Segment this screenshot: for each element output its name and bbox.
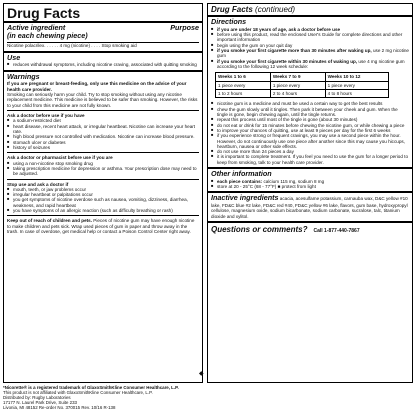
schedule-cell: Weeks 10 to 12 xyxy=(325,73,388,81)
stop-use-heading: Stop use and ask a doctor if xyxy=(7,181,69,187)
purpose-heading: Purpose xyxy=(170,23,199,32)
continued-label: (continued) xyxy=(255,5,296,14)
ask-doctor-item: ■ a sodium-restricted diet xyxy=(7,118,199,123)
ask-doctor-item: ■ history of seizures xyxy=(7,145,199,150)
use-section xyxy=(4,53,202,70)
footer-line: Livonia, MI 48152 Re-order No. 370015 Rev. 10/16 R-138 xyxy=(3,405,116,411)
inactive-ingredients-text: acacia, acesulfame potassium, carnauba wax, D&C yellow #10 lake, FD&C blue #2 lake, FD&C red #40, FD&C yellow #6 lake, flavors, gum base, hydroxypropyl cellulose, magnesium oxide, sodium bicarbonate, sodium carbonate, sucralose, talc, titanium dioxide and xylitol. xyxy=(211,196,408,219)
schedule-row xyxy=(216,89,389,97)
keep-out-of-reach-bold: Keep out of reach of children and pets. xyxy=(7,218,92,224)
other-information-item: ■ each piece contains: calcium 115 mg, sodium 8 mg xyxy=(211,179,409,184)
inactive-ingredients-heading: Inactive ingredients xyxy=(211,193,279,203)
schedule-cell: 2 to 4 hours xyxy=(270,89,325,97)
direction-item: ■ if you smoke your first cigarette more than 30 minutes after waking up, use 2 mg nicotine gum xyxy=(211,48,409,59)
schedule-cell: 1 to 2 hours xyxy=(216,89,271,97)
schedule-cell: 1 piece every xyxy=(216,81,271,89)
ask-doctor-item: ■ high blood pressure not controlled with medication. Nicotine can increase blood pressure. xyxy=(7,134,199,139)
drug-facts-continued-title: Drug Facts (continued) xyxy=(211,5,296,14)
schedule-header-row xyxy=(216,73,389,81)
direction-item: ■ repeat this process until most of the tingle is gone (about 30 minutes) xyxy=(211,117,409,122)
questions-label: Questions or comments? xyxy=(211,224,308,234)
footer-line: 17177 N. Laurel Park Drive, Suite 233 xyxy=(3,400,77,406)
footer-lines xyxy=(3,390,253,410)
direction-item: ■ if you are under 18 years of age, ask a doctor before use xyxy=(211,27,409,32)
other-information-list xyxy=(211,179,409,190)
active-ingredient-line: Nicotine polacrilex. . . . . . 4 mg (nicotine) . . . . Stop smoking aid xyxy=(7,43,137,49)
drug-facts-title: Drug Facts xyxy=(7,5,81,21)
drug-facts-label xyxy=(3,3,413,413)
use-list xyxy=(7,62,199,67)
active-ingredient-heading: Active ingredient xyxy=(7,23,66,32)
warnings-heading: Warnings xyxy=(7,71,40,81)
footer-line: This product is not affiliated with GlaxoSmithKline Consumer Healthcare, L.P. xyxy=(3,390,153,396)
active-ingredient-section xyxy=(4,23,202,51)
diamond-marker-icon: ◆ xyxy=(199,371,204,377)
ask-pharmacist-heading: Ask a doctor or pharmacist before use if you are xyxy=(7,155,113,161)
questions-line xyxy=(208,223,412,237)
directions-list-continued xyxy=(211,101,409,165)
dosage-schedule-table xyxy=(215,72,389,98)
inactive-ingredients-section xyxy=(208,193,412,221)
ask-pharmacist-item: ■ taking prescription medicine for depression or asthma. Your prescription dose may need to be adjusted. xyxy=(7,166,199,177)
direction-item: ■ if you experience strong or frequent cravings, you may use a second piece within the hour. However, do not continuously use one piece after another since this may cause you hiccups, heartburn, nausea or other side effects. xyxy=(211,133,409,149)
warnings-section xyxy=(4,72,202,237)
pregnancy-warning-text: Smoking can seriously harm your child. Try to stop smoking without using any nicotine replacement medicine. This medicine is believed to be safer than smoking. However, the risks to your child from this medicine are not fully known. xyxy=(7,91,198,108)
stop-use-item: ■ irregular heartbeat or palpitations occur xyxy=(7,192,199,197)
ask-pharmacist-item: ■ using a non-nicotine stop smoking drug xyxy=(7,161,199,166)
label-footer xyxy=(3,385,253,410)
ask-doctor-heading: Ask a doctor before use if you have xyxy=(7,112,85,118)
trademark-notice: *Nicorette® is a registered trademark of GlaxoSmithKline Consumer Healthcare, L.P. xyxy=(3,385,179,390)
direction-item: ■ before using this product, read the enclosed User's Guide for complete directions and other important information xyxy=(211,32,409,43)
schedule-cell: 1 piece every xyxy=(270,81,325,89)
footer-line: Distributed by: Rugby Laboratories xyxy=(3,395,71,401)
directions-section xyxy=(208,17,412,167)
directions-heading: Directions xyxy=(211,17,247,26)
other-information-heading: Other information xyxy=(211,169,272,179)
ask-pharmacist-list xyxy=(7,161,199,177)
directions-list xyxy=(211,27,409,70)
stop-use-list xyxy=(7,187,199,214)
drug-facts-right-panel xyxy=(207,3,413,383)
stop-use-item: ■ mouth, teeth, or jaw problems occur xyxy=(7,187,199,192)
schedule-row xyxy=(216,81,389,89)
ask-doctor-list xyxy=(7,118,199,150)
schedule-cell: 1 piece every xyxy=(325,81,388,89)
pregnancy-warning-bold: If you are pregnant or breast-feeding, only use this medicine on the advice of your health care provider. xyxy=(7,81,187,92)
direction-item: ■ to improve your chances of quitting, use at least 9 pieces per day for the first 6 weeks xyxy=(211,128,409,133)
stop-use-item: ■ you get symptoms of nicotine overdose such as nausea, vomiting, dizziness, diarrhea, weakness, and rapid heartbeat xyxy=(7,197,199,208)
use-item: ■ reduces withdrawal symptoms, including nicotine craving, associated with quitting smoking xyxy=(7,62,199,67)
direction-item: ■ nicotine gum is a medicine and must be used a certain way to get the best results xyxy=(211,101,409,106)
keep-out-of-reach-text: Pieces of nicotine gum may have enough nicotine to make children and pets sick. Wrap used pieces of gum in paper and throw away in the trash. In case of overdose, get medical help or contact a Poison Control Center right away. xyxy=(7,218,195,235)
direction-item: ■ if you smoke your first cigarette within 30 minutes of waking up, use 4 mg nicotine gum according to the following 12 week schedule: xyxy=(211,59,409,70)
use-heading: Use xyxy=(7,52,21,62)
stop-use-item: ■ you have symptoms of an allergic reaction (such as difficulty breathing or rash) xyxy=(7,208,199,213)
direction-item: ■ chew the gum slowly until it tingles. Then park it between your cheek and gum. When the tingle is gone, begin chewing again, until the tingle returns. xyxy=(211,107,409,118)
other-information-item: ■ store at 20 - 25°C (68 - 77°F) ■ protect from light xyxy=(211,184,409,189)
direction-item: ■ begin using the gum on your quit day xyxy=(211,43,409,48)
direction-item: ■ it is important to complete treatment. If you feel you need to use the gum for a longer period to keep from smoking, talk to your health care provider. xyxy=(211,154,409,165)
direction-item: ■ do not use more than 24 pieces a day xyxy=(211,149,409,154)
direction-item: ■ do not eat or drink for 15 minutes before chewing the nicotine gum, or while chewing a piece xyxy=(211,123,409,128)
active-ingredient-subheading: (in each chewing piece) xyxy=(7,31,88,41)
schedule-cell: Weeks 7 to 9 xyxy=(270,73,325,81)
ask-doctor-item: ■ heart disease, recent heart attack, or irregular heartbeat. Nicotine can increase your heart rate. xyxy=(7,124,199,135)
schedule-cell: Weeks 1 to 6 xyxy=(216,73,271,81)
schedule-cell: 4 to 8 hours xyxy=(325,89,388,97)
phone-number: Call 1-877-440-7867 xyxy=(313,227,360,234)
drug-facts-left-panel xyxy=(3,3,203,383)
ask-doctor-item: ■ stomach ulcer or diabetes xyxy=(7,140,199,145)
other-information-section xyxy=(208,169,412,191)
